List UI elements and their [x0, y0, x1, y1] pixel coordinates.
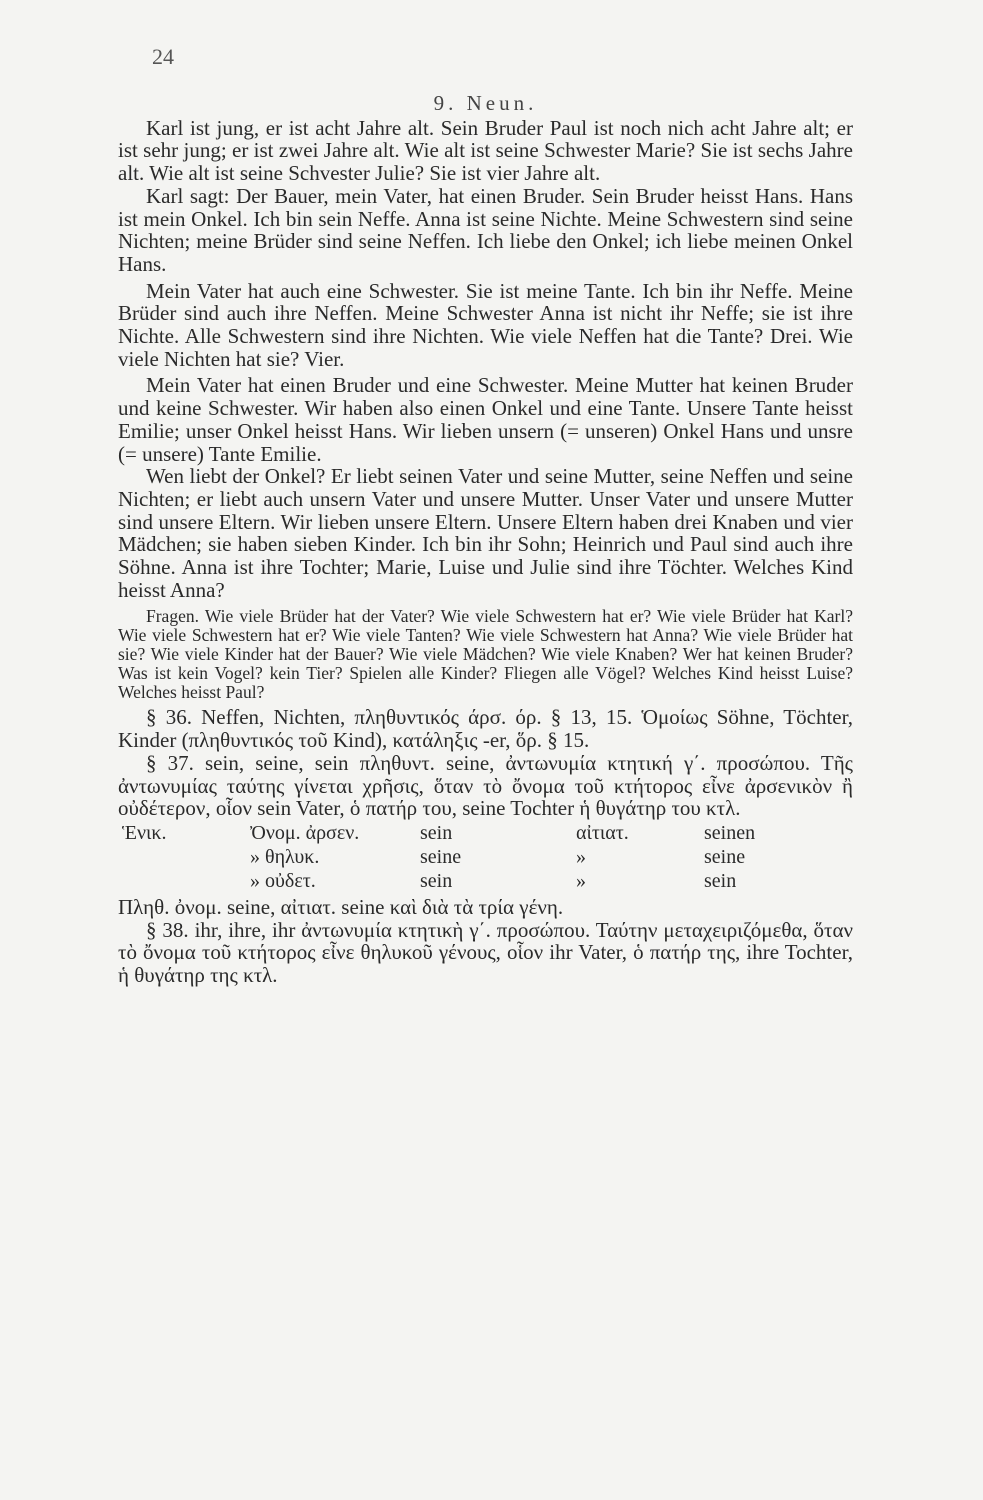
paragraph: Mein Vater hat auch eine Schwester. Sie ist meine Tante. Ich bin ihr Neffe. Meine Brüder sind auch ihre Neffen. Meine Schwester Anna ist nicht ihr Neffe; sie ist ihre Nichte. Alle Schwestern sind ihre Nichten. Wie viele Neffen hat die Tante? Drei. Wie viele Nichten hat sie? Vier. — [118, 278, 853, 371]
page-number: 24 — [152, 44, 174, 69]
lesson-title: 9. Neun. — [433, 91, 538, 115]
table-cell: Ἑνικ. — [122, 821, 167, 844]
paragraph: Karl ist jung, er ist acht Jahre alt. Sein Bruder Paul ist noch nich acht Jahre alt; er ist sehr jung; er ist zwei Jahre alt. Wie alt ist seine Schwester Marie? Sie ist sechs Jahre alt. Wie alt ist seine Schvester Julie? Sie ist vier Jahre alt. — [118, 115, 853, 186]
paragraph: Mein Vater hat einen Bruder und eine Schwester. Meine Mutter hat keinen Bruder und keine Schwester. Wir haben also einen Onkel und eine Tante. Unsere Tante heisst Emilie; unser Onkel heisst Hans. Wir lieben unsern (= unseren) Onkel Hans und unsre (= unsere) Tante Emilie. — [118, 373, 853, 466]
declension-plural-note: Πληθ. ὀνομ. seine, αἰτιατ. seine καὶ διὰ τὰ τρία γένη. — [118, 894, 564, 919]
table-cell: » οὐδετ. — [250, 869, 316, 892]
grammar-section-36: § 36. Neffen, Nichten, πληθυντικός άρσ. όρ. § 13, 15. Ὁμοίως Söhne, Töchter, Kinder (πληθυντικός τοῦ Kind), κατάληξις -er, ὅρ. § 15. — [118, 705, 853, 753]
paragraph: Karl sagt: Der Bauer, mein Vater, hat einen Bruder. Sein Bruder heisst Hans. Hans ist mein Onkel. Ich bin sein Neffe. Anna ist seine Nichte. Meine Schwestern sind seine Nichten; meine Brüder sind seine Neffen. Ich liebe den Onkel; ich liebe meinen Onkel Hans. — [118, 183, 853, 276]
grammar-section-38: § 38. ihr, ihre, ihr ἀντωνυμία κτητικὴ γ΄. προσώπου. Ταύτην μεταχειριζόμεθα, ὅταν τὸ ὄνομα τοῦ κτήτορος εἶνε θηλυκοῦ γένους, οἷον ihr Vater, ὁ πατήρ της, ihre Tochter, ἡ θυγάτηρ της κτλ. — [118, 917, 853, 988]
table-row — [122, 822, 834, 846]
table-cell: sein — [420, 821, 453, 844]
paragraph: Wen liebt der Onkel? Er liebt seinen Vater und seine Mutter, seine Neffen und seine Nichten; er liebt auch unsern Vater und unsere Mutter. Unser Vater und unsere Mutter sind unsere Eltern. Wir lieben unsere Eltern. Unsere Eltern haben drei Knaben und vier Mädchen; sie haben sieben Kinder. Ich bin ihr Sohn; Heinrich und Paul sind auch ihre Söhne. Anna ist ihre Tochter; Marie, Luise und Julie sind ihre Töchter. Welches Kind heisst Anna? — [118, 464, 853, 602]
table-row — [122, 870, 834, 894]
table-cell: seinen — [704, 821, 756, 844]
table-cell: » — [576, 845, 586, 868]
table-row — [122, 846, 834, 870]
table-cell: » — [576, 869, 586, 892]
table-cell — [122, 846, 250, 870]
table-cell: αἰτιατ. — [576, 821, 629, 844]
table-cell: seine — [704, 845, 746, 868]
table-cell: Ὀνομ. ἀρσεν. — [250, 821, 360, 844]
grammar-section-37: § 37. sein, seine, sein πληθυντ. seine, ἀντωνυμία κτητική γ΄. προσώπου. Τῆς ἀντωνυμίας ταύτης γίνεται χρῆσις, ὅταν τὸ ὄνομα τοῦ κτήτορος εἶνε ἀρσενικὸν ἢ οὐδέτερον, οἷον sein Vater, ὁ πατήρ του, seine Tochter ἡ θυγάτηρ του κτλ. — [118, 750, 853, 821]
table-cell: » θηλυκ. — [250, 845, 320, 868]
declension-table — [122, 822, 834, 894]
table-cell: seine — [420, 845, 462, 868]
table-cell: sein — [420, 869, 453, 892]
table-cell: sein — [704, 869, 737, 892]
page-body — [118, 92, 853, 987]
table-cell — [122, 870, 250, 894]
questions-block: Fragen. Wie viele Brüder hat der Vater? Wie viele Schwestern hat er? Wie viele Brüder hat Karl? Wie viele Schwestern hat er? Wie viele Tanten? Wie viele Schwestern hat Anna? Wie viele Brüder hat sie? Wie viele Kinder hat der Bauer? Wie viele Mädchen? Wie viele Knaben? Wer hat keinen Bruder? Was ist kein Vogel? kein Tier? Spielen alle Kinder? Fliegen alle Vögel? Welches Kind heisst Luise? Welches heisst Paul? — [118, 606, 853, 703]
